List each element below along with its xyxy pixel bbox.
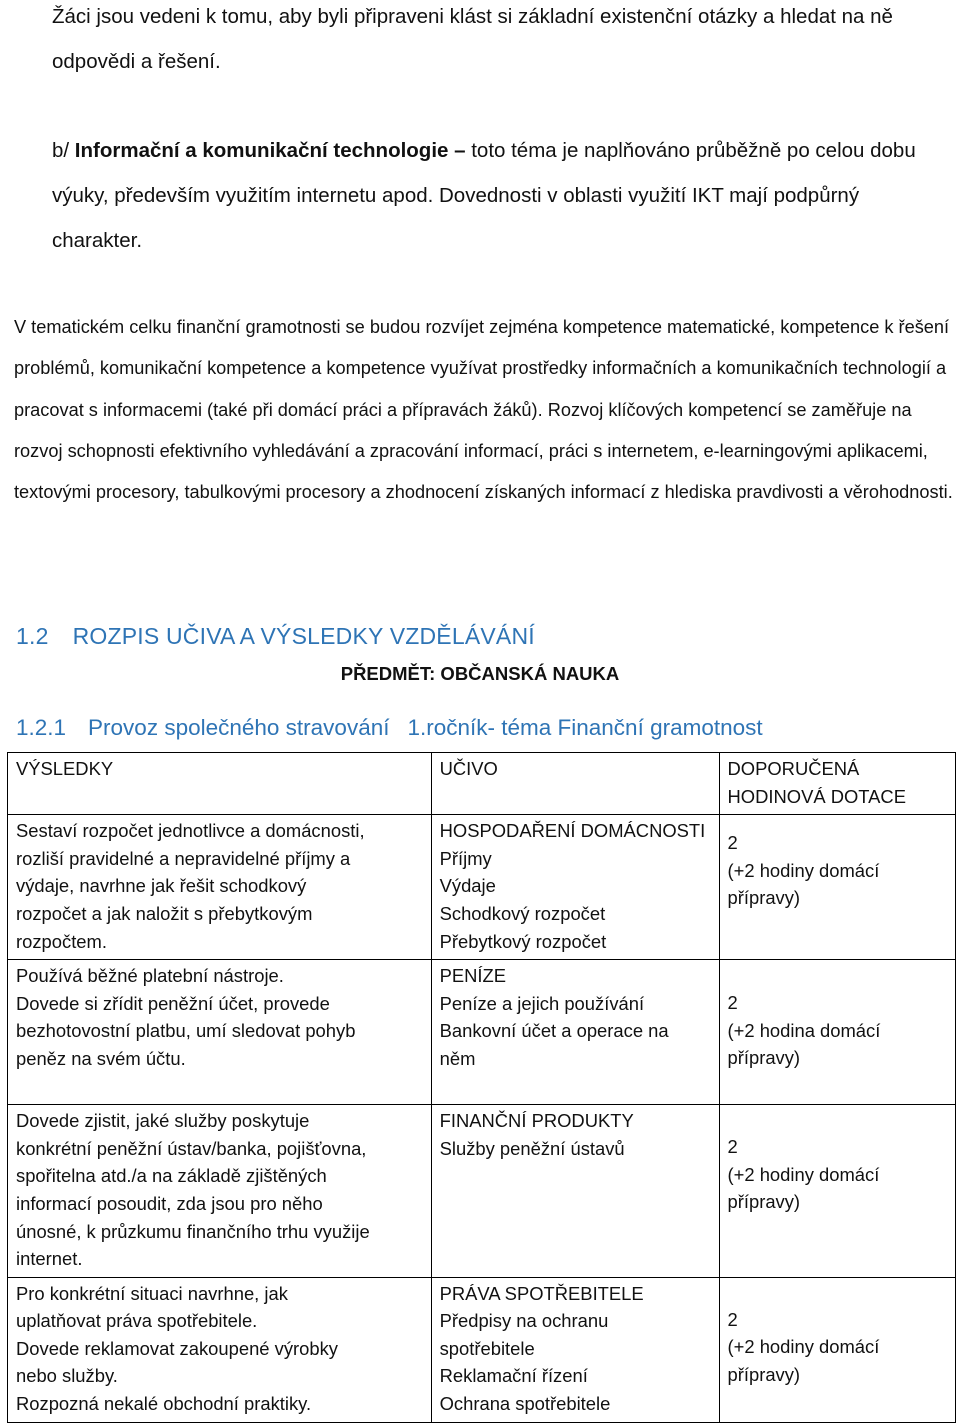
content-cell	[431, 960, 719, 1105]
text-line: něm	[439, 1047, 476, 1069]
text-line: Schodkový rozpočet	[439, 902, 606, 924]
hours-cell	[719, 815, 956, 960]
table-row	[8, 815, 956, 960]
subsection-heading	[16, 715, 763, 741]
intro-paragraph-1	[52, 0, 952, 84]
table-row	[8, 1277, 956, 1422]
text-line: Pro konkrétní situaci navrhne, jak	[16, 1282, 288, 1304]
intro-text-2	[52, 128, 952, 263]
text-line: konkrétní peněžní ústav/banka, pojišťovna,	[16, 1137, 367, 1159]
text-line: nebo služby.	[16, 1365, 118, 1387]
text-line: bezhotovostní platbu, umí sledovat pohyb	[16, 1020, 356, 1042]
text-line: 2	[727, 992, 738, 1014]
text-line: (+2 hodiny domácí	[727, 859, 880, 881]
text-line: 2	[727, 832, 738, 854]
text-line: Rozpozná nekalé obchodní praktiky.	[16, 1393, 312, 1415]
text-line: únosné, k průzkumu finančního trhu využije	[16, 1220, 370, 1242]
text-line: výdaje, navrhne jak řešit schodkový	[16, 875, 307, 897]
results-cell	[8, 1105, 432, 1278]
curriculum-table	[7, 752, 956, 1423]
text-line: HOSPODAŘENÍ DOMÁCNOSTI	[439, 820, 706, 842]
section-title: ROZPIS UČIVA A VÝSLEDKY VZDĚLÁVÁNÍ	[72, 623, 535, 649]
text-line: přípravy)	[727, 1191, 801, 1213]
text-line: Příjmy	[439, 847, 492, 869]
subsection-title: Provoz společného stravování	[88, 715, 390, 740]
text-line: Peníze a jejich používání	[439, 992, 645, 1014]
hours-cell	[719, 960, 956, 1105]
text-line: (+2 hodiny domácí	[727, 1163, 880, 1185]
text-line: Dovede reklamovat zakoupené výrobky	[16, 1337, 339, 1359]
content-cell	[431, 815, 719, 960]
intro-prefix: b/	[52, 139, 75, 162]
text-line: informací posoudit, zda jsou pro něho	[16, 1192, 323, 1214]
text-line: přípravy)	[727, 1363, 801, 1385]
text-line: Předpisy na ochranu	[439, 1310, 609, 1332]
results-cell	[8, 960, 432, 1105]
subsection-suffix: 1.ročník- téma Finanční gramotnost	[407, 715, 763, 740]
text-line: uplatňovat práva spotřebitele.	[16, 1310, 258, 1332]
text-line: přípravy)	[727, 1047, 801, 1069]
text-line: PENÍZE	[439, 965, 507, 987]
text-line: Používá běžné platební nástroje.	[16, 965, 284, 987]
text-line: rozliší pravidelné a nepravidelné příjmy a	[16, 847, 351, 869]
text-line: Sestaví rozpočet jednotlivce a domácnosti,	[16, 820, 365, 842]
text-line: Přebytkový rozpočet	[439, 930, 607, 952]
text-line: rozpočet a jak naložit s přebytkovým	[16, 902, 313, 924]
ikt-heading: Informační a komunikační technologie –	[74, 139, 466, 162]
table-row	[8, 960, 956, 1105]
text-line: internet.	[16, 1248, 83, 1270]
blank-line	[16, 1073, 424, 1101]
text-line: rozpočtem.	[16, 930, 107, 952]
content-cell	[431, 1277, 719, 1422]
content-cell	[431, 1105, 719, 1278]
table-header-row	[8, 753, 956, 815]
text-line: Výdaje	[439, 875, 496, 897]
intro-rest: toto téma je naplňováno průběžně po celou dobu výuky, především využitím internetu apod. Dovednosti v oblasti využití IKT mají podpůrný charakter.	[52, 139, 916, 252]
header-hours: DOPORUČENÁ HODINOVÁ DOTACE	[719, 753, 956, 815]
text-line: Ochrana spotřebitele	[439, 1393, 611, 1415]
text-line: 2	[727, 1308, 738, 1330]
intro-text-1: Žáci jsou vedeni k tomu, aby byli připraveni klást si základní existenční otázky a hledat na ně odpovědi a řešení.	[52, 5, 893, 73]
text-line: Dovede si zřídit peněžní účet, provede	[16, 992, 330, 1014]
table-row	[8, 1105, 956, 1278]
text-line: peněz na svém účtu.	[16, 1047, 186, 1069]
hours-cell	[719, 1105, 956, 1278]
results-cell	[8, 815, 432, 960]
text-line: PRÁVA SPOTŘEBITELE	[439, 1282, 644, 1304]
subject-title: PŘEDMĚT: OBČANSKÁ NAUKA	[340, 663, 620, 684]
text-line: Reklamační řízení	[439, 1365, 588, 1387]
section-heading	[16, 623, 535, 650]
text-line: (+2 hodina domácí	[727, 1019, 881, 1041]
intro-paragraph-2	[52, 128, 952, 263]
hours-cell	[719, 1277, 956, 1422]
subsection-number: 1.2.1	[16, 715, 67, 740]
text-line: Dovede zjistit, jaké služby poskytuje	[16, 1110, 310, 1132]
competences-text: V tematickém celku finanční gramotnosti se budou rozvíjet zejména kompetence matematické, kompetence k řešení problémů, komunikační kompetence a kompetence využívat prostředky informačních a komunikačních technologií a pracovat s informacemi (také při domácí práci a přípravách žáků). Rozvoj klíčových kompetencí se zaměřuje na rozvoj schopnosti efektivního vyhledávání a zpracování informací, práci s internetem, e-learningovými aplikacemi, textovými procesory, tabulkovými procesory a zhodnocení získaných informací z hlediska pravdivosti a věrohodnosti.	[14, 317, 953, 503]
text-line: spotřebitele	[439, 1337, 535, 1359]
header-results: VÝSLEDKY	[8, 753, 432, 815]
text-line: (+2 hodiny domácí	[727, 1336, 880, 1358]
text-line: Bankovní účet a operace na	[439, 1020, 669, 1042]
text-line: přípravy)	[727, 887, 801, 909]
competences-paragraph	[14, 307, 954, 513]
text-line: 2	[727, 1136, 738, 1158]
header-content: UČIVO	[431, 753, 719, 815]
section-number: 1.2	[16, 623, 49, 649]
text-line: spořitelna atd./a na základě zjištěných	[16, 1165, 327, 1187]
text-line: Služby peněžní ústavů	[439, 1137, 625, 1159]
text-line: FINANČNÍ PRODUKTY	[439, 1110, 634, 1132]
results-cell	[8, 1277, 432, 1422]
